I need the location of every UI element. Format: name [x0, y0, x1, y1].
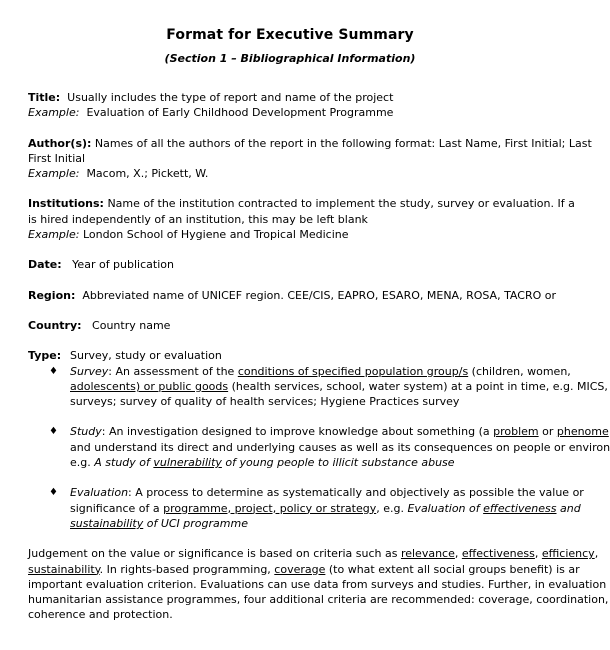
institutions-example-label: Example:	[28, 228, 80, 242]
survey-underlined-term: conditions of specified population group/s	[237, 364, 469, 378]
document-body	[28, 90, 610, 623]
document-title: Format for Executive Summary	[166, 27, 414, 43]
institutions-section	[28, 196, 580, 242]
title-text: Usually includes the type of report and name of the project	[67, 91, 394, 104]
title-section	[28, 90, 580, 121]
institutions-text-2: is hired independently of an institution, this may be left blank	[28, 212, 368, 226]
date-text: Year of publication	[72, 258, 174, 272]
institutions-text-1: Name of the institution contracted to implement the study, survey or evaluation. If a	[107, 197, 575, 211]
date-section	[28, 257, 580, 272]
study-term: Study	[70, 425, 102, 439]
judgement-paragraph: Judgement on the value or significance is based on criteria such as relevance, effectiveness, efficiency, sustainability. In rights-based programming, coverage (to what extent all social groups benefit) is ar important evaluation criterion. Evaluations can use data from surveys and studies. Further, in evaluation humanitarian assistance programmes, four additional criteria are recommended: coverage, coordination, coherence and protection.	[28, 547, 609, 622]
institutions-label: Institutions:	[28, 197, 104, 211]
survey-bullet: ♦ Survey: An assessment of the conditions of specified population group/s (children, women, adolescents) or public goods (health services, school, water system) at a point in time, e.g. MICS, surveys; survey of quality of health services; Hygiene Practices survey	[49, 364, 608, 409]
evaluation-term: Evaluation	[70, 486, 129, 500]
authors-example-label: Example:	[28, 167, 80, 181]
region-text: Abbreviated name of UNICEF region. CEE/CIS, EAPRO, ESARO, MENA, ROSA, TACRO or	[82, 288, 556, 302]
title-example-label: Example:	[28, 106, 80, 120]
institutions-example: London School of Hygiene and Tropical Medicine	[82, 228, 349, 242]
authors-text-2: First Initial	[28, 151, 86, 165]
title-label: Title:	[28, 91, 61, 104]
type-label: Type:	[28, 349, 62, 363]
title-example: Evaluation of Early Childhood Development Programme	[86, 106, 394, 120]
region-label: Region:	[28, 288, 76, 302]
region-section	[28, 288, 580, 303]
country-section	[28, 318, 580, 333]
diamond-bullet-icon: ♦	[49, 487, 58, 499]
authors-example: Macom, X.; Pickett, W.	[86, 167, 209, 181]
survey-term: Survey	[70, 364, 109, 378]
document-subtitle: (Section 1 – Bibliographical Information)	[164, 52, 416, 65]
authors-label: Author(s):	[28, 136, 92, 150]
diamond-bullet-icon: ♦	[49, 365, 58, 377]
country-text: Country name	[92, 318, 171, 332]
diamond-bullet-icon: ♦	[49, 426, 58, 438]
authors-section	[28, 136, 592, 182]
type-text: Survey, study or evaluation	[70, 349, 222, 363]
evaluation-bullet: ♦ Evaluation: A process to determine as systematically and objectively as possible the value or significance of a programme, project, policy or strategy, e.g. Evaluation of effectiveness and sustainability of UCI programme	[49, 486, 584, 530]
authors-text-1: Names of all the authors of the report in the following format: Last Name, First Initial; Last	[94, 136, 592, 150]
type-section	[28, 348, 580, 363]
country-label: Country:	[28, 318, 82, 332]
study-bullet: ♦ Study: An investigation designed to improve knowledge about something (a problem or phenome and understand its direct and underlying causes as well as its consequences on people or environ e.g. A study of vulnerability of young people to illicit substance abuse	[49, 425, 610, 470]
date-label: Date:	[28, 258, 62, 272]
